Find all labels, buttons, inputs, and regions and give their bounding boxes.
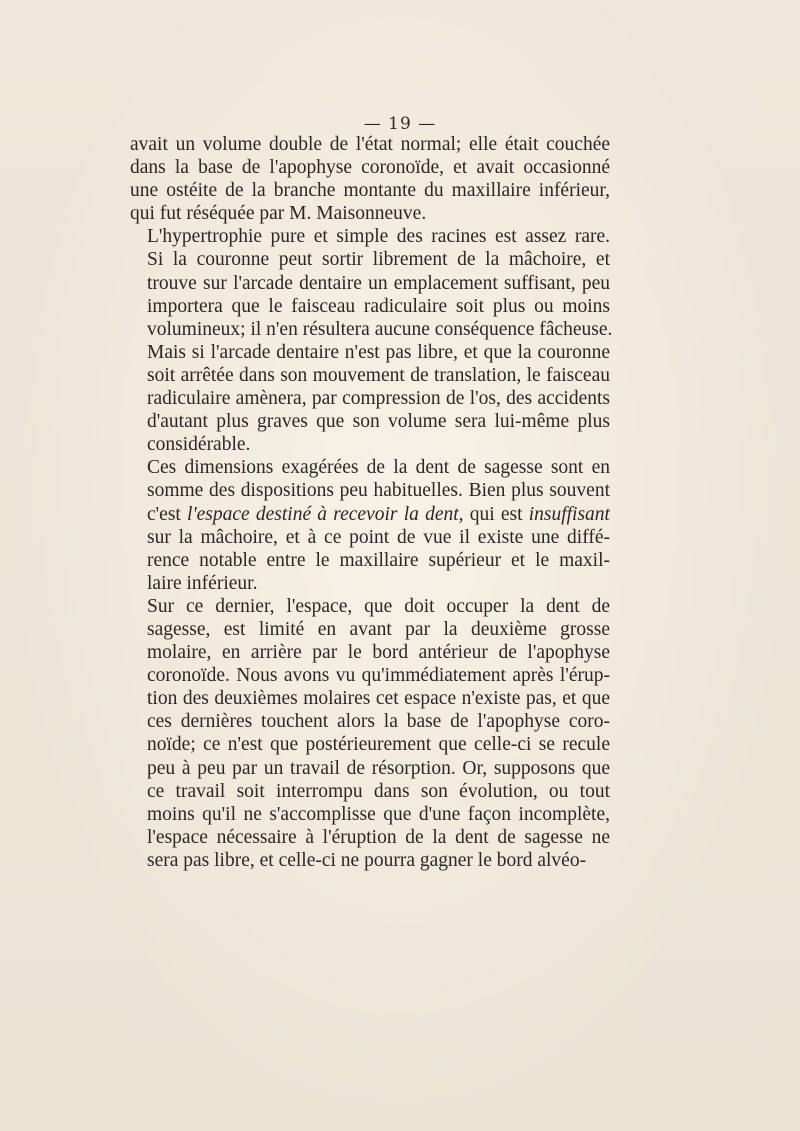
- text-line: [130, 156, 610, 179]
- italic-text: insuffisant: [528, 503, 610, 525]
- italic-text: l'espace destiné à recevoir la dent: [187, 503, 459, 525]
- text-line: [130, 364, 610, 387]
- text-line: [130, 387, 610, 410]
- text-run: importera que le faisceau radiculaire soit plus ou moins: [147, 295, 610, 317]
- page-number: — 19 —: [363, 114, 437, 134]
- text-run: ce travail soit interrompu dans son évolution, ou tout: [147, 780, 610, 802]
- text-run: L'hypertrophie pure et simple des racines est assez rare.: [147, 226, 610, 248]
- text-line: [130, 433, 610, 456]
- text-run: noïde; ce n'est que postérieurement que celle-ci se recule: [147, 734, 610, 756]
- text-run: avait un volume double de l'état normal; elle était couchée: [130, 134, 610, 155]
- text-line: [130, 757, 610, 780]
- text-run: Mais si l'arcade dentaire n'est pas libre, et que la couronne: [147, 341, 610, 363]
- text-line: [130, 526, 610, 549]
- text-line: [130, 272, 610, 295]
- text-line: [130, 710, 610, 733]
- text-line: [130, 456, 610, 479]
- text-run: considérable.: [147, 434, 251, 456]
- text-run: volumineux; il n'en résultera aucune conséquence fâcheuse.: [147, 318, 613, 340]
- text-line: [130, 318, 613, 341]
- text-run: molaire, en arrière par le bord antérieur de l'apophyse: [147, 642, 610, 664]
- text-run: laire inférieur.: [147, 572, 258, 594]
- text-line: [130, 780, 610, 803]
- paragraph: [130, 456, 610, 595]
- text-run: sera pas libre, et celle-ci ne pourra gagner le bord alvéo-: [147, 849, 587, 871]
- text-run: somme des dispositions peu habituelles. Bien plus souvent: [147, 480, 610, 502]
- text-line: [130, 803, 610, 826]
- text-line: [130, 503, 610, 526]
- text-line: [130, 133, 610, 156]
- text-run: qui fut réséquée par M. Maisonneuve.: [130, 203, 427, 225]
- text-line: [130, 849, 610, 872]
- text-line: [130, 295, 610, 318]
- text-run: moins qu'il ne s'accomplisse que d'une façon incomplète,: [147, 803, 610, 825]
- text-line: [130, 341, 610, 364]
- text-run: trouve sur l'arcade dentaire un emplacement suffisant, peu: [147, 272, 610, 294]
- text-line: [130, 826, 610, 849]
- paragraph: [130, 133, 610, 225]
- text-line: [130, 733, 610, 756]
- text-run: sagesse, est limité en avant par la deuxième grosse: [147, 618, 610, 640]
- text-line: [130, 248, 610, 271]
- paragraph: [130, 225, 613, 456]
- text-run: Si la couronne peut sortir librement de la mâchoire, et: [147, 249, 610, 271]
- text-run: Ces dimensions exagérées de la dent de sagesse sont en: [147, 457, 610, 479]
- text-run: l'espace nécessaire à l'éruption de la dent de sagesse ne: [147, 826, 610, 848]
- text-line: [130, 572, 610, 595]
- text-line: [130, 687, 610, 710]
- body-text: [130, 133, 613, 872]
- text-line: [130, 410, 610, 433]
- text-line: [130, 202, 610, 225]
- text-line: [130, 664, 610, 687]
- text-run: ces dernières touchent alors la base de l'apophyse coro-: [147, 711, 610, 733]
- text-run: tion des deuxièmes molaires cet espace n'existe pas, et que: [147, 688, 610, 710]
- paragraph: [130, 595, 610, 872]
- text-run: Sur ce dernier, l'espace, que doit occuper la dent de: [147, 595, 610, 617]
- text-run: rence notable entre le maxillaire supérieur et le maxil-: [147, 549, 610, 571]
- text-line: [130, 179, 610, 202]
- text-line: [130, 618, 610, 641]
- text-run: , qui est: [458, 503, 529, 525]
- text-line: [130, 225, 610, 248]
- text-run: d'autant plus graves que son volume sera lui-même plus: [147, 411, 610, 433]
- text-run: dans la base de l'apophyse coronoïde, et avait occasionné: [130, 157, 610, 179]
- text-run: une ostéite de la branche montante du maxillaire inférieur,: [130, 180, 610, 202]
- text-run: c'est: [147, 503, 188, 525]
- text-line: [130, 479, 610, 502]
- text-run: coronoïde. Nous avons vu qu'immédiatement après l'érup-: [147, 665, 610, 687]
- text-line: [130, 595, 610, 618]
- text-run: peu à peu par un travail de résorption. Or, supposons que: [147, 757, 610, 779]
- text-line: [130, 641, 610, 664]
- text-line: [130, 549, 610, 572]
- text-run: sur la mâchoire, et à ce point de vue il existe une diffé-: [147, 526, 610, 548]
- text-run: soit arrêtée dans son mouvement de translation, le faisceau: [147, 364, 610, 386]
- text-run: radiculaire amènera, par compression de l'os, des accidents: [147, 388, 610, 410]
